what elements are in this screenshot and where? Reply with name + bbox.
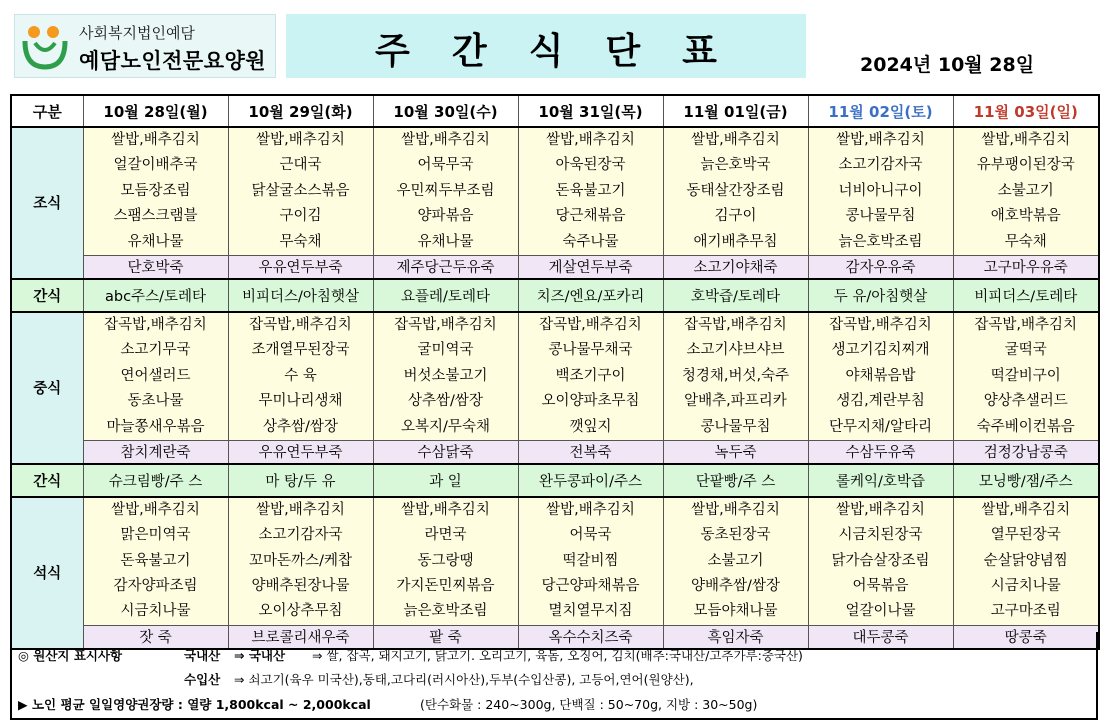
menu-item: 깻잎지 bbox=[569, 418, 612, 435]
menu-item: 양상추샐러드 bbox=[983, 393, 1068, 410]
menu-item: 우민찌두부조림 bbox=[396, 182, 495, 199]
menu-item: 떡갈비찜 bbox=[562, 552, 619, 569]
porridge-item: 수삼두유죽 bbox=[808, 440, 953, 464]
menu-item: 유부팽이된장국 bbox=[976, 157, 1075, 174]
menu-item: 쌀밥,배추김치 bbox=[691, 132, 780, 148]
menu-item: 쌀밥,배추김치 bbox=[836, 501, 925, 518]
breakfast-cell bbox=[228, 127, 373, 255]
menu-item: 콩나물무침 bbox=[845, 208, 916, 225]
breakfast-row bbox=[11, 127, 1099, 255]
menu-item: 쌀밥,배추김치 bbox=[401, 132, 490, 148]
porridge-item: 흑임자죽 bbox=[663, 625, 808, 649]
menu-item: 소고기무국 bbox=[120, 342, 191, 359]
snack-item: 비피더스/아침햇살 bbox=[228, 279, 373, 312]
porridge-item: 전복죽 bbox=[518, 440, 663, 464]
nutrition-detail: (탄수화물 : 240~300g, 단백질 : 50~70g, 지방 : 30~50g) bbox=[420, 697, 758, 712]
menu-item: 잡곡밥,배추김치 bbox=[974, 316, 1078, 333]
facility-name: 예담노인전문요양원 bbox=[79, 49, 267, 73]
day-header-sunday: 11월 03일(일) bbox=[953, 95, 1099, 127]
day-header: 10월 30일(수) bbox=[373, 95, 518, 127]
menu-item: 쌀밥,배추김치 bbox=[546, 501, 635, 518]
dinner-cell bbox=[953, 497, 1099, 625]
menu-item: 어묵국 bbox=[569, 527, 612, 544]
menu-item: 소고기감자국 bbox=[258, 527, 343, 544]
menu-item: 닭가슴살장조림 bbox=[831, 552, 930, 569]
lunch-cell bbox=[663, 312, 808, 440]
snack-item: 완두콩파이/주스 bbox=[518, 464, 663, 497]
nutrition-title: ▶ 노인 평균 일일영양권장량 : 열량 1,800kcal ~ 2,000kcal bbox=[18, 697, 371, 712]
menu-item: 시금치나물 bbox=[120, 603, 191, 620]
menu-item: 맑은미역국 bbox=[120, 527, 191, 544]
dinner-label: 석식 bbox=[11, 497, 83, 649]
org-logo bbox=[14, 14, 276, 78]
lunch-porridge-row bbox=[11, 440, 1099, 464]
day-header: 10월 31일(목) bbox=[518, 95, 663, 127]
snack-item: 비피더스/토레타 bbox=[953, 279, 1099, 312]
menu-item: 유채나물 bbox=[417, 233, 474, 250]
import-label: 수입산 bbox=[184, 672, 221, 687]
menu-item: 쌀밥,배추김치 bbox=[111, 132, 200, 148]
menu-item: 쌀밥,배추김치 bbox=[256, 501, 345, 518]
menu-item: 시금치나물 bbox=[990, 578, 1061, 595]
menu-item: 스팸스크램블 bbox=[113, 208, 198, 225]
menu-item: 무미나리생채 bbox=[258, 393, 343, 410]
menu-item: 쌀밥,배추김치 bbox=[836, 132, 925, 148]
menu-item: 오이상추무침 bbox=[258, 603, 343, 620]
menu-item: 소고기샤브샤브 bbox=[686, 342, 785, 359]
menu-item: 굴미역국 bbox=[417, 342, 474, 359]
breakfast-cell bbox=[518, 127, 663, 255]
menu-item: 꼬마돈까스/케찹 bbox=[249, 552, 352, 569]
breakfast-porridge-row bbox=[11, 255, 1099, 279]
snack2-row bbox=[11, 464, 1099, 497]
domestic-arrow: ⇒ 국내산 bbox=[234, 648, 286, 663]
porridge-item: 옥수수치즈죽 bbox=[518, 625, 663, 649]
lunch-cell bbox=[808, 312, 953, 440]
snack-item: 과 일 bbox=[373, 464, 518, 497]
menu-item: 당근양파채볶음 bbox=[541, 578, 640, 595]
porridge-item: 소고기야채죽 bbox=[663, 255, 808, 279]
menu-item: 무숙채 bbox=[1004, 233, 1047, 250]
menu-item: 시금치된장국 bbox=[838, 527, 923, 544]
menu-item: 조개열무된장국 bbox=[251, 342, 350, 359]
snack1-label: 간식 bbox=[11, 279, 83, 312]
logo-icon bbox=[21, 23, 73, 71]
porridge-item: 감자우유죽 bbox=[808, 255, 953, 279]
porridge-item: 고구마우유죽 bbox=[953, 255, 1099, 279]
menu-item: 얼갈이배추국 bbox=[113, 157, 198, 174]
porridge-item: 브로콜리새우죽 bbox=[228, 625, 373, 649]
dinner-cell bbox=[663, 497, 808, 625]
menu-item: 오이양파초무침 bbox=[541, 393, 640, 410]
menu-item: 동그랑땡 bbox=[417, 552, 474, 569]
menu-item: 잡곡밥,배추김치 bbox=[539, 316, 642, 333]
menu-item: 애기배추무침 bbox=[693, 233, 778, 250]
menu-item: 쌀밥,배추김치 bbox=[981, 501, 1071, 518]
menu-item: 열무된장국 bbox=[990, 527, 1061, 544]
menu-item: 숙주베이컨볶음 bbox=[976, 418, 1075, 435]
menu-item: 상추쌈/쌈장 bbox=[408, 393, 483, 410]
day-header-saturday: 11월 02일(토) bbox=[808, 95, 953, 127]
title-box bbox=[286, 14, 806, 78]
menu-item: 돈육불고기 bbox=[120, 552, 191, 569]
menu-item: 연어샐러드 bbox=[120, 367, 191, 384]
snack-item: 단팥빵/주 스 bbox=[663, 464, 808, 497]
lunch-row bbox=[11, 312, 1099, 440]
day-header: 10월 29일(화) bbox=[228, 95, 373, 127]
menu-item: 떡갈비구이 bbox=[990, 367, 1061, 384]
menu-item: 양파볶음 bbox=[417, 208, 474, 225]
lunch-cell bbox=[83, 312, 228, 440]
menu-item: 얼갈이나물 bbox=[845, 603, 916, 620]
menu-item: 잡곡밥,배추김치 bbox=[684, 316, 787, 333]
menu-item: 멸치열무지짐 bbox=[548, 603, 633, 620]
domestic-text: ⇒ 쌀, 잡곡, 돼지고기, 닭고기. 오리고기, 육돔, 오징어, 김치(배추:국내산/고추가루:중국산) bbox=[312, 648, 803, 663]
menu-item: 애호박볶음 bbox=[990, 208, 1061, 225]
import-text: ⇒ 쇠고기(육우 미국산),동태,고다리(러시아산),두부(수입산콩), 고등어,연어(원양산), bbox=[234, 672, 694, 687]
menu-item: 콩나물무채국 bbox=[548, 342, 633, 359]
menu-item: 생고기김치찌개 bbox=[831, 342, 930, 359]
dinner-cell bbox=[83, 497, 228, 625]
snack-item: 마 탕/두 유 bbox=[228, 464, 373, 497]
menu-item: 소불고기 bbox=[997, 182, 1054, 199]
lunch-cell bbox=[373, 312, 518, 440]
page-header bbox=[0, 0, 1108, 92]
menu-item: 잡곡밥,배추김치 bbox=[394, 316, 497, 333]
org-name: 사회복지법인예담 bbox=[79, 24, 195, 42]
menu-item: 근대국 bbox=[279, 157, 322, 174]
menu-item: 쌀밥,배추김치 bbox=[111, 501, 200, 518]
menu-item: 상추쌈/쌈장 bbox=[263, 418, 338, 435]
menu-item: 버섯소불고기 bbox=[403, 367, 488, 384]
menu-date: 2024년 10월 28일 bbox=[860, 54, 1035, 76]
snack-item: 요플레/토레타 bbox=[373, 279, 518, 312]
menu-item: 백조기구이 bbox=[555, 367, 626, 384]
menu-item: 동초나물 bbox=[127, 393, 184, 410]
dinner-row bbox=[11, 497, 1099, 625]
snack-item: 슈크림빵/주 스 bbox=[83, 464, 228, 497]
porridge-item: 팥 죽 bbox=[373, 625, 518, 649]
porridge-item: 우유연두부죽 bbox=[228, 255, 373, 279]
menu-item: 가지돈민찌볶음 bbox=[396, 578, 495, 595]
day-header: 11월 01일(금) bbox=[663, 95, 808, 127]
snack2-label: 간식 bbox=[11, 464, 83, 497]
menu-item: 콩나물무침 bbox=[700, 418, 771, 435]
menu-item: 김구이 bbox=[714, 208, 757, 225]
breakfast-cell bbox=[953, 127, 1099, 255]
menu-item: 소고기감자국 bbox=[838, 157, 923, 174]
header-row bbox=[11, 95, 1099, 127]
menu-item: 잡곡밥,배추김치 bbox=[829, 316, 932, 333]
breakfast-cell bbox=[663, 127, 808, 255]
porridge-item: 녹두죽 bbox=[663, 440, 808, 464]
weekly-menu-table bbox=[10, 94, 1100, 650]
menu-item: 마늘쫑새우볶음 bbox=[106, 418, 205, 435]
menu-item: 쌀밥,배추김치 bbox=[401, 501, 490, 518]
menu-item: 굴떡국 bbox=[1004, 342, 1047, 359]
porridge-item: 단호박죽 bbox=[83, 255, 228, 279]
page-title: 주간식단표 bbox=[375, 31, 759, 72]
menu-item: 감자양파조림 bbox=[113, 578, 198, 595]
menu-item: 어묵볶음 bbox=[852, 578, 909, 595]
snack-item: 호박즙/토레타 bbox=[663, 279, 808, 312]
porridge-item: 수삼닭죽 bbox=[373, 440, 518, 464]
menu-item: 닭살굴소스볶음 bbox=[251, 182, 350, 199]
dinner-cell bbox=[373, 497, 518, 625]
menu-item: 어묵무국 bbox=[417, 157, 474, 174]
menu-item: 고구마조림 bbox=[990, 603, 1061, 620]
day-header: 10월 28일(월) bbox=[83, 95, 228, 127]
menu-item: 쌀밥,배추김치 bbox=[981, 132, 1071, 148]
menu-item: 잡곡밥,배추김치 bbox=[104, 316, 207, 333]
menu-item: 청경채,버섯,숙주 bbox=[681, 367, 790, 384]
menu-item: 순살닭양념찜 bbox=[983, 552, 1068, 569]
lunch-cell bbox=[228, 312, 373, 440]
menu-item: 오복지/무숙채 bbox=[401, 418, 490, 435]
menu-item: 생김,계란부침 bbox=[836, 393, 925, 410]
dinner-cell bbox=[518, 497, 663, 625]
snack-item: 치즈/엔요/포카리 bbox=[518, 279, 663, 312]
snack-item: 두 유/아침햇살 bbox=[808, 279, 953, 312]
lunch-label: 중식 bbox=[11, 312, 83, 464]
menu-item: 당근채볶음 bbox=[555, 208, 626, 225]
domestic-label: 국내산 bbox=[184, 648, 221, 663]
porridge-item: 검정강남콩죽 bbox=[953, 440, 1099, 464]
porridge-item: 참치계란죽 bbox=[83, 440, 228, 464]
porridge-item: 우유연두부죽 bbox=[228, 440, 373, 464]
menu-item: 구이김 bbox=[279, 208, 322, 225]
snack-item: 모닝빵/잼/주스 bbox=[953, 464, 1099, 497]
menu-item: 늙은호박조림 bbox=[838, 233, 923, 250]
menu-item: 라면국 bbox=[424, 527, 467, 544]
dinner-cell bbox=[228, 497, 373, 625]
menu-item: 양배추된장나물 bbox=[251, 578, 350, 595]
menu-item: 동초된장국 bbox=[700, 527, 771, 544]
menu-item: 너비아니구이 bbox=[838, 182, 923, 199]
lunch-cell bbox=[518, 312, 663, 440]
menu-item: 잡곡밥,배추김치 bbox=[249, 316, 352, 333]
menu-item: 단무지채/알타리 bbox=[829, 418, 932, 435]
menu-item: 늙은호박국 bbox=[700, 157, 771, 174]
breakfast-cell bbox=[373, 127, 518, 255]
corner-label: 구분 bbox=[11, 95, 83, 127]
breakfast-cell bbox=[83, 127, 228, 255]
porridge-item: 제주당근두유죽 bbox=[373, 255, 518, 279]
origin-title: ◎ 원산지 표시사항 bbox=[18, 648, 123, 663]
menu-item: 야채볶음밥 bbox=[845, 367, 916, 384]
menu-item: 알배추,파프리카 bbox=[684, 393, 787, 410]
snack-item: abc주스/토레타 bbox=[83, 279, 228, 312]
footer-notes bbox=[10, 632, 1098, 720]
menu-item: 숙주나물 bbox=[562, 233, 619, 250]
menu-item: 늙은호박조림 bbox=[403, 603, 488, 620]
menu-item: 모듬장조림 bbox=[120, 182, 191, 199]
menu-item: 아욱된장국 bbox=[555, 157, 626, 174]
porridge-item: 잣 죽 bbox=[83, 625, 228, 649]
menu-item: 무숙채 bbox=[279, 233, 322, 250]
menu-item: 쌀밥,배추김치 bbox=[691, 501, 780, 518]
menu-item: 돈육불고기 bbox=[555, 182, 626, 199]
menu-item: 쌀밥,배추김치 bbox=[256, 132, 345, 148]
porridge-item: 게살연두부죽 bbox=[518, 255, 663, 279]
breakfast-label: 조식 bbox=[11, 127, 83, 279]
menu-item: 수 육 bbox=[284, 367, 317, 384]
porridge-item: 대두콩죽 bbox=[808, 625, 953, 649]
snack-item: 롤케익/호박즙 bbox=[808, 464, 953, 497]
porridge-item: 땅콩죽 bbox=[953, 625, 1099, 649]
menu-item: 모듬야채나물 bbox=[693, 603, 778, 620]
menu-item: 유채나물 bbox=[127, 233, 184, 250]
menu-item: 양배추쌈/쌈장 bbox=[691, 578, 780, 595]
menu-item: 동태살간장조림 bbox=[686, 182, 785, 199]
menu-item: 소불고기 bbox=[707, 552, 764, 569]
breakfast-cell bbox=[808, 127, 953, 255]
menu-item: 쌀밥,배추김치 bbox=[546, 132, 635, 148]
snack1-row bbox=[11, 279, 1099, 312]
lunch-cell bbox=[953, 312, 1099, 440]
dinner-cell bbox=[808, 497, 953, 625]
